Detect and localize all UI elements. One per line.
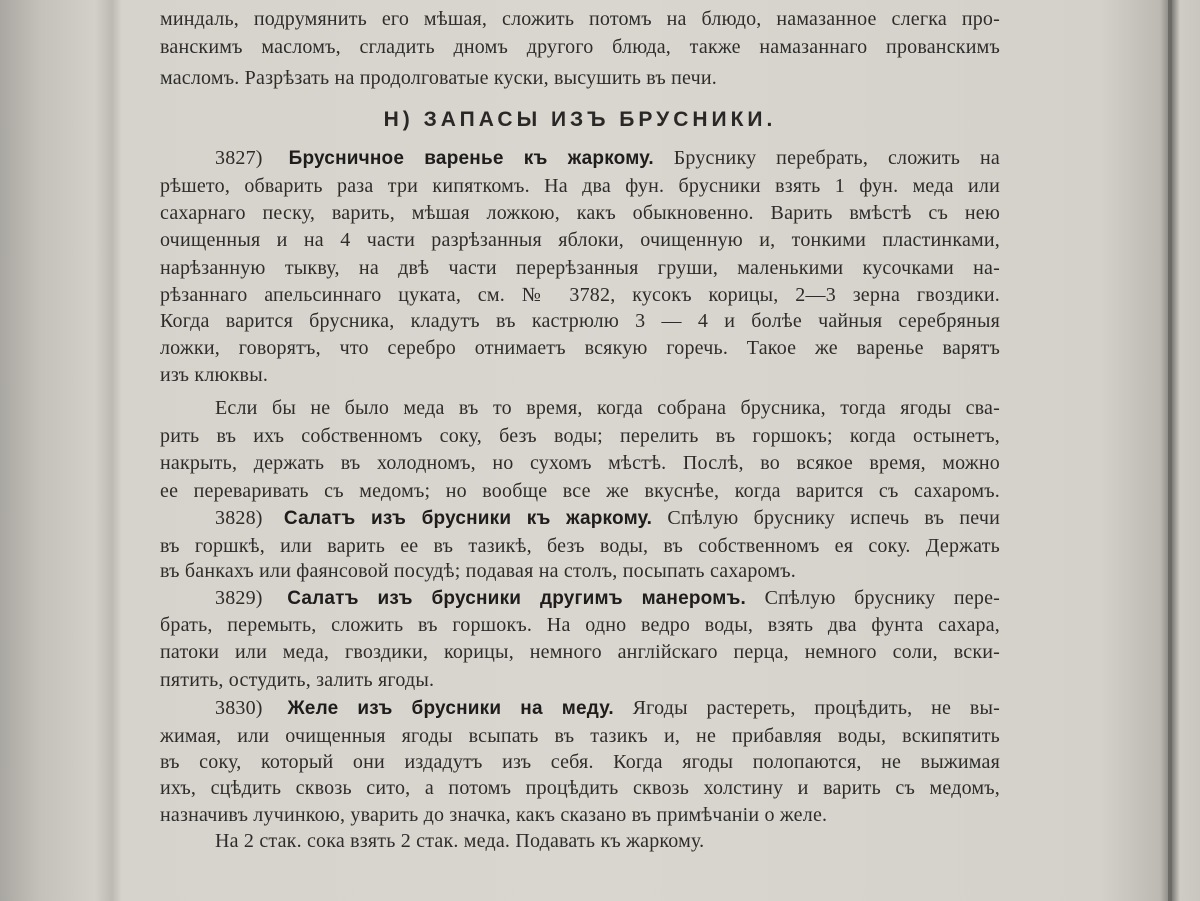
text-line: [160, 533, 1000, 559]
recipe-start-line: [215, 505, 1000, 531]
line-text: патоки или меда, гвоздики, корицы, немного англійскаго перца, немного соли, вски-: [160, 641, 1000, 663]
recipe-number: 3828): [215, 507, 263, 529]
text-line: [160, 282, 1000, 308]
text-line: [160, 6, 1000, 32]
text-line: [160, 749, 1000, 775]
line-text: пятить, остудить, залить ягоды.: [160, 669, 435, 691]
line-text: жимая, или очищенныя ягоды всыпать въ тазикъ и, не прибавляя воды, вскипятить: [160, 725, 1000, 747]
recipe-number: 3827): [215, 147, 263, 169]
text-line: [160, 639, 1000, 665]
line-text: ихъ, сцѣдить сквозь сито, а потомъ процѣдить сквозь холстину и варить съ медомъ,: [160, 777, 1000, 799]
line-text: ее переваривать съ медомъ; но вообще все же вкуснѣе, когда варится съ сахаромъ.: [160, 480, 1000, 502]
text-line: [160, 173, 1000, 199]
line-text: Спѣлую бруснику испечь въ печи: [667, 507, 1001, 529]
line-text: въ соку, который они издадутъ изъ себя. Когда ягоды полопаются, не выжимая: [160, 751, 1000, 773]
line-text: рить въ ихъ собственномъ соку, безъ воды; перелить въ горшокъ; когда остынетъ,: [160, 425, 1000, 447]
text-line: [160, 450, 1000, 476]
text-line: [215, 395, 1000, 421]
recipe-title: Салатъ изъ брусники къ жаркому.: [283, 508, 653, 529]
line-text: въ банкахъ или фаянсовой посудѣ; подавая на столъ, посыпать сахаромъ.: [160, 560, 796, 582]
line-text: Спѣлую бруснику пере-: [764, 587, 1001, 609]
line-text: изъ клюквы.: [160, 364, 269, 386]
line-text: ванскимъ масломъ, сгладить дномъ другого блюда, также намазаннаго прованскимъ: [160, 36, 1000, 58]
line-text: На 2 стак. сока взять 2 стак. меда. Подавать къ жаркому.: [215, 830, 705, 852]
line-text: Бруснику перебрать, сложить на: [673, 147, 1000, 169]
line-text: брать, перемыть, сложить въ горшокъ. На одно ведро воды, взять два фунта сахара,: [160, 614, 1000, 636]
page-edge: [1168, 0, 1172, 901]
recipe-title: Брусничное варенье къ жаркому.: [288, 148, 654, 169]
line-text: Когда варится брусника, кладутъ въ кастрюлю 3 — 4 и болѣе чайныя серебряныя: [160, 310, 1000, 332]
line-text: въ горшкѣ, или варить ее въ тазикѣ, безъ воды, въ собственномъ ея соку. Держать: [160, 535, 1000, 557]
recipe-number: 3830): [215, 697, 263, 719]
recipe-start-line: [215, 145, 1000, 171]
line-text: сахарнаго песку, варить, мѣшая ложкою, какъ обыкновенно. Варить вмѣстѣ съ нею: [160, 202, 1000, 224]
text-line: [160, 65, 1000, 91]
line-text: Если бы не было меда въ то время, когда собрана брусника, тогда ягоды сва-: [215, 397, 1000, 419]
recipe-number: 3829): [215, 587, 263, 609]
line-text: накрыть, держать въ холодномъ, но сухомъ мѣстѣ. Послѣ, во всякое время, можно: [160, 452, 1000, 474]
text-line: [160, 558, 1000, 584]
text-line: [160, 335, 1000, 361]
line-text: очищенныя и на 4 части разрѣзанныя яблоки, очищенную и, тонкими пластинками,: [160, 229, 1000, 251]
recipe-start-line: [215, 585, 1000, 611]
text-line: [160, 723, 1000, 749]
line-text: нарѣзанную тыкву, на двѣ части перерѣзанныя груши, маленькими кусочками на-: [160, 257, 1000, 279]
text-line: [160, 255, 1000, 281]
text-line: [160, 34, 1000, 60]
text-line: [160, 775, 1000, 801]
line-text: Ягоды растереть, процѣдить, не вы-: [632, 697, 1000, 719]
text-line: [160, 478, 1000, 504]
recipe-title: Желе изъ брусники на меду.: [287, 698, 614, 719]
text-line: [160, 362, 1000, 388]
line-text: назначивъ лучинкою, уварить до значка, какъ сказано въ примѣчаніи о желе.: [160, 804, 828, 826]
line-text: рѣзаннаго апельсиннаго цуката, см. № 3782, кусокъ корицы, 2—3 зерна гвоздики.: [160, 284, 1000, 306]
text-line: [160, 802, 1000, 828]
recipe-start-line: [215, 695, 1000, 721]
line-text: ложки, говорятъ, что серебро отнимаетъ всякую горечь. Такое же варенье варятъ: [160, 337, 1000, 359]
text-line: [160, 308, 1000, 334]
text-line: [160, 200, 1000, 226]
text-line: [160, 227, 1000, 253]
recipe-title: Салатъ изъ брусники другимъ манеромъ.: [287, 588, 747, 609]
text-line: [215, 828, 1000, 854]
line-text: миндаль, подрумянить его мѣшая, сложить потомъ на блюдо, намазанное слегка про-: [160, 8, 1000, 30]
section-heading: Н) ЗАПАСЫ ИЗЪ БРУСНИКИ.: [383, 108, 777, 131]
text-line: [160, 612, 1000, 638]
text-line: [160, 667, 1000, 693]
line-text: масломъ. Разрѣзать на продолговатые куски, высушить въ печи.: [160, 67, 717, 89]
line-text: рѣшето, обварить раза три кипяткомъ. На два фун. брусники взять 1 фун. меда или: [160, 175, 1000, 197]
text-line: [160, 423, 1000, 449]
